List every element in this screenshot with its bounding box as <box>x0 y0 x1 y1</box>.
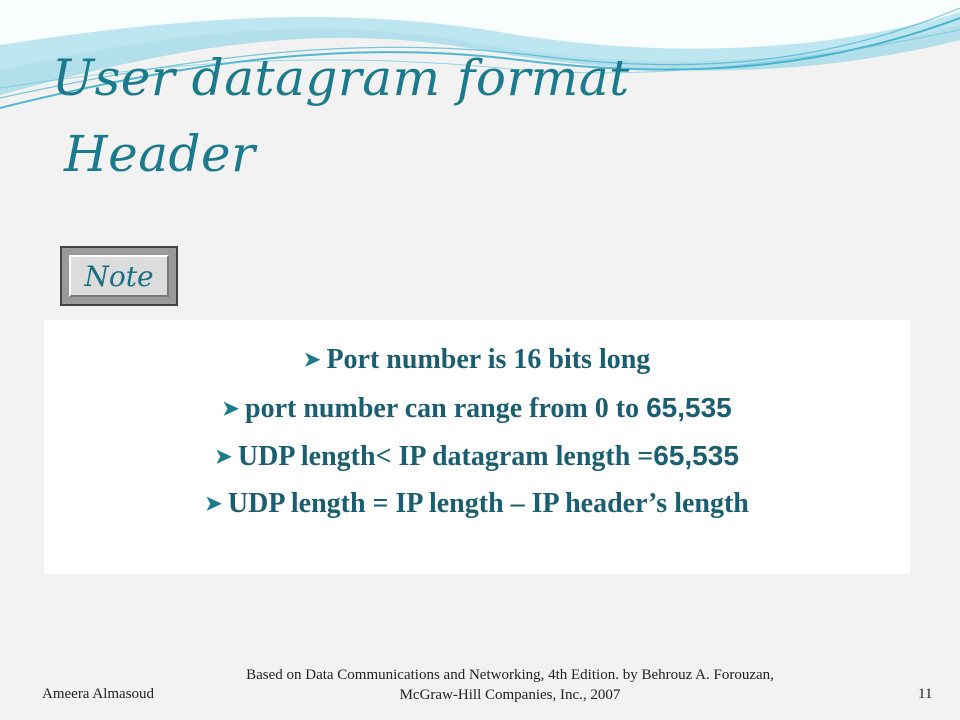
list-item <box>44 384 910 432</box>
point-number: 65,535 <box>646 392 732 423</box>
note-label: Note <box>69 255 169 297</box>
slide-title <box>52 50 630 182</box>
list-item <box>44 432 910 480</box>
point-text: Port number is 16 bits long <box>326 344 651 375</box>
bullet-list <box>44 336 910 528</box>
arrow-bullet-icon: ➤ <box>222 398 240 420</box>
point-text: UDP length = IP length – IP header’s length <box>227 488 749 519</box>
footer-source: Based on Data Communications and Networking, 4th Edition. by Behrouz A. Forouzan, McGraw-Hill Companies, Inc., 2007 <box>246 667 774 703</box>
point-number: 65,535 <box>653 440 739 471</box>
footer-author: Ameera Almasoud <box>42 686 155 702</box>
arrow-bullet-icon: ➤ <box>205 493 222 515</box>
arrow-bullet-icon: ➤ <box>215 446 232 468</box>
point-text: UDP length< IP datagram length = <box>237 441 654 472</box>
point-text: port number can range from 0 to <box>245 393 647 424</box>
slide-title-line1: User datagram format <box>52 49 630 107</box>
page-number: 11 <box>918 686 933 702</box>
list-item <box>44 336 910 384</box>
list-item <box>44 480 910 528</box>
arrow-bullet-icon: ➤ <box>303 349 321 371</box>
note-box <box>60 246 178 306</box>
slide-title-line2: Header <box>64 125 256 183</box>
note-content-box <box>44 320 910 574</box>
